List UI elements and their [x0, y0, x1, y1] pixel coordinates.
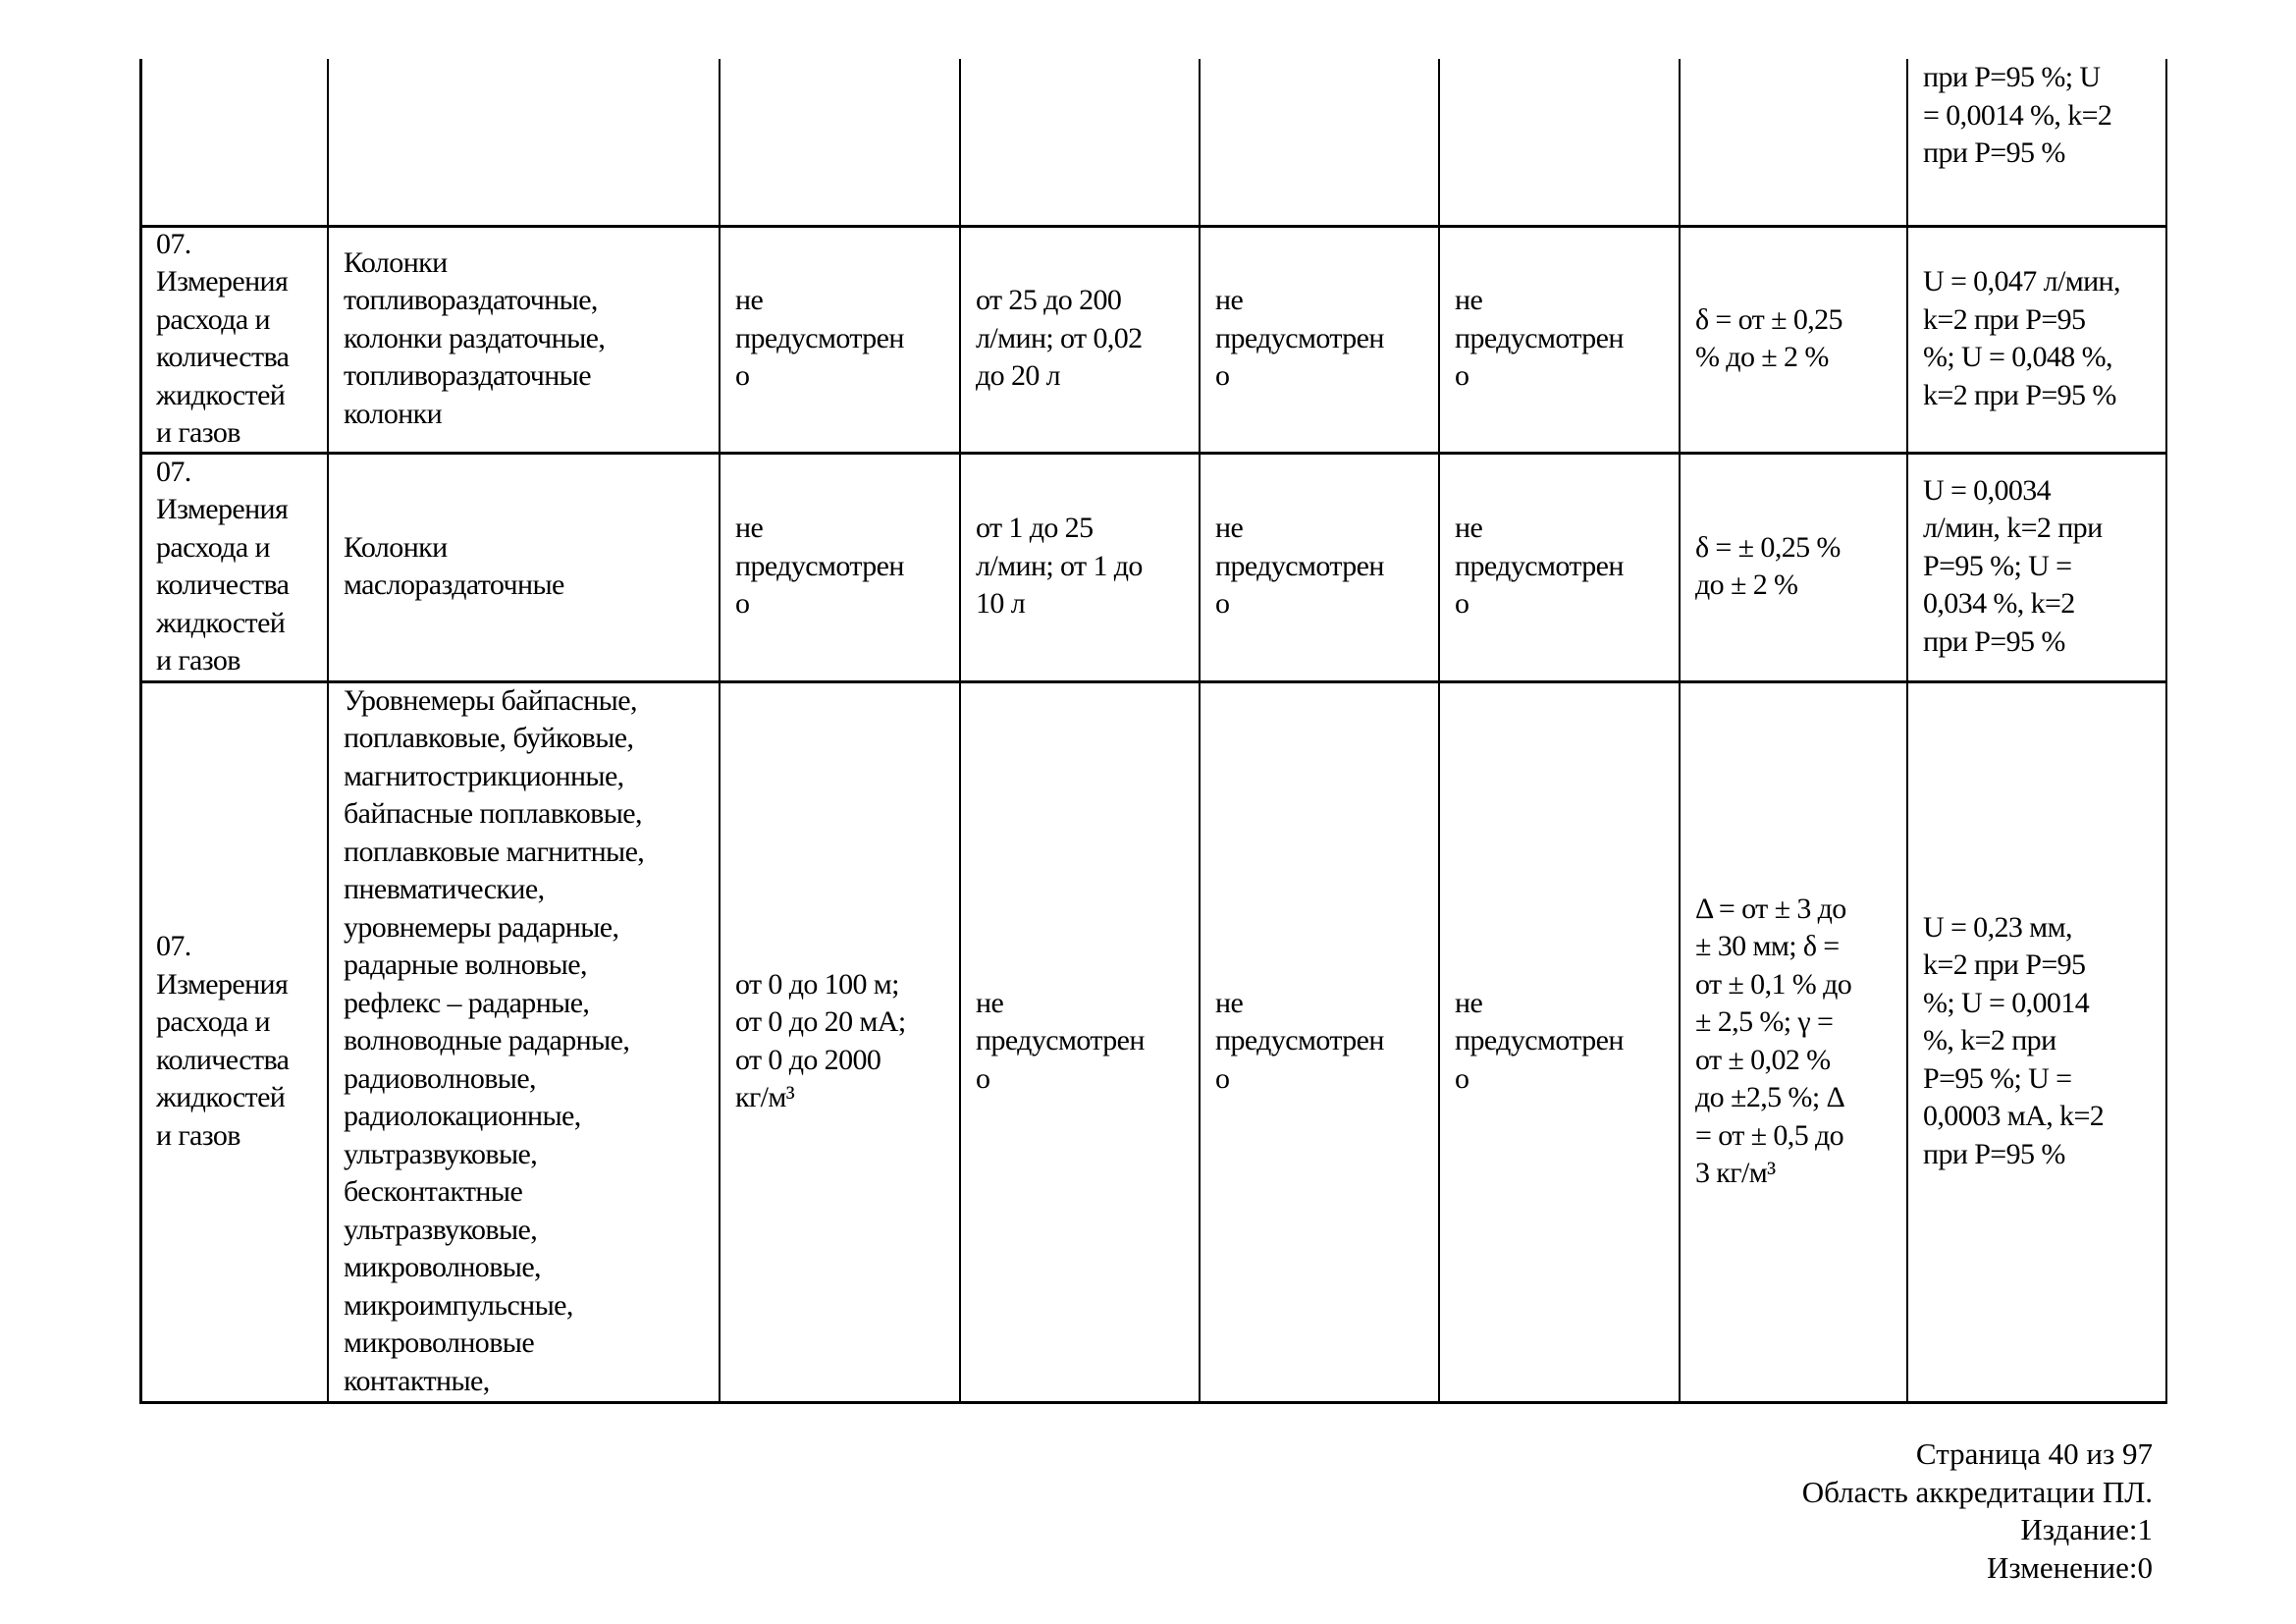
table-cell-field: 07. Измерения расхода и количества жидкостей и газов: [139, 226, 327, 452]
table-cell-object: Колонки топливораздаточные, колонки раздаточные, топливораздаточные колонки: [327, 226, 719, 452]
table-cell-uncertainty: U = 0,23 мм, k=2 при P=95 %; U = 0,0014 %, k=2 при P=95 %; U = 0,0003 мА, k=2 при P=95 %: [1906, 681, 2167, 1401]
table-cell-error: δ = от ± 0,25 % до ± 2 %: [1679, 226, 1906, 452]
table-cell: от 1 до 25 л/мин; от 1 до 10 л: [959, 453, 1199, 680]
table-cell-field: 07. Измерения расхода и количества жидкостей и газов: [139, 453, 327, 680]
table-cell-object: Уровнемеры байпасные, поплавковые, буйковые, магнитострикционные, байпасные поплавковые, поплавковые магнитные, пневматические, уровнемеры радарные, радарные волновые, рефлекс – радарные, волноводные радарные, радиоволновые, радиолокационные, ультразвуковые, бесконтактные ультразвуковые, микроволновые, микроимпульсные, микроволновые контактные,: [327, 681, 719, 1401]
table-cell: [1199, 59, 1438, 225]
table-cell: [1438, 59, 1679, 225]
table-cell-error: Δ = от ± 3 до ± 30 мм; δ = от ± 0,1 % до ± 2,5 %; γ = от ± 0,02 % до ±2,5 %; Δ = от ± 0,5 до 3 кг/м³: [1679, 681, 1906, 1401]
page-footer: [1802, 1435, 2153, 1587]
table-cell-error: δ = ± 0,25 % до ± 2 %: [1679, 453, 1906, 680]
table-cell: не предусмотрен о: [1199, 681, 1438, 1401]
table-row: [139, 453, 2167, 683]
table-row: [139, 681, 2167, 1404]
table-cell: не предусмотрен о: [1438, 453, 1679, 680]
table-cell: не предусмотрен о: [1438, 681, 1679, 1401]
table-row: [139, 226, 2167, 455]
table-cell: от 25 до 200 л/мин; от 0,02 до 20 л: [959, 226, 1199, 452]
edition-label: Издание:1: [2020, 1512, 2153, 1546]
table-cell-uncertainty: U = 0,0034 л/мин, k=2 при P=95 %; U = 0,034 %, k=2 при P=95 %: [1906, 453, 2167, 680]
table-row: [139, 59, 2167, 228]
table-cell-object: Колонки маслораздаточные: [327, 453, 719, 680]
table-cell-object: [327, 59, 719, 225]
table-cell: не предусмотрен о: [1199, 453, 1438, 680]
table-cell-error: [1679, 59, 1906, 225]
table-cell-uncertainty: при P=95 %; U = 0,0014 %, k=2 при P=95 %: [1906, 59, 2167, 225]
page-number: Страница 40 из 97: [1915, 1436, 2153, 1471]
table-cell-field: [139, 59, 327, 225]
table-cell: не предусмотрен о: [719, 453, 959, 680]
table-cell: не предусмотрен о: [719, 226, 959, 452]
table-cell: не предусмотрен о: [1199, 226, 1438, 452]
table-cell: не предусмотрен о: [1438, 226, 1679, 452]
change-label: Изменение:0: [1987, 1549, 2153, 1585]
table-cell: [959, 59, 1199, 225]
table-cell: [719, 59, 959, 225]
accreditation-scope-label: Область аккредитации ПЛ.: [1801, 1474, 2153, 1509]
table-cell-uncertainty: U = 0,047 л/мин, k=2 при P=95 %; U = 0,048 %, k=2 при P=95 %: [1906, 226, 2167, 452]
table-cell: не предусмотрен о: [959, 681, 1199, 1401]
table-cell-field: 07. Измерения расхода и количества жидкостей и газов: [139, 681, 327, 1401]
table-cell: от 0 до 100 м; от 0 до 20 мА; от 0 до 2000 кг/м³: [719, 681, 959, 1401]
